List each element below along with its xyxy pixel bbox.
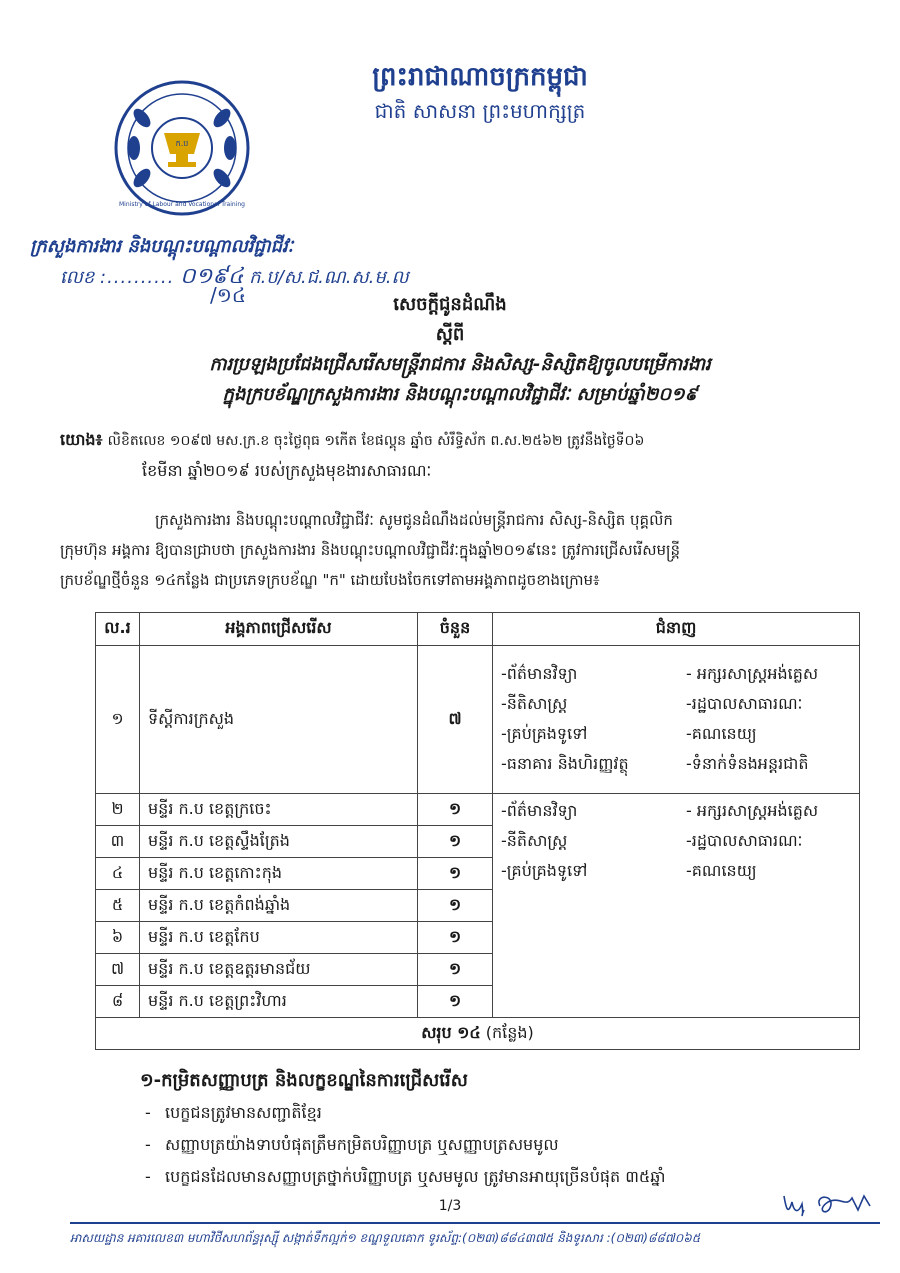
- row-no: ៤: [96, 858, 140, 890]
- row-count: ១: [418, 858, 493, 890]
- reference-line-1: លិខិតលេខ ១០៩៧ មស.ក្រ.ខ ចុះថ្ងៃពុធ ១កើត ខែផល្គុន ឆ្នាំច សំរឹទ្ធិស័ក ព.ស.២៥៦២ ត្រូវនឹងថ្ងៃទី០៦: [107, 433, 645, 449]
- row-count: ១: [418, 954, 493, 986]
- skill-item: -ទំនាក់ទំនងអន្តរជាតិ: [686, 753, 809, 773]
- skill-item: -ធនាគារ និងហិរញ្ញវត្ថុ: [501, 753, 629, 773]
- row-no: ៥: [96, 890, 140, 922]
- footer-divider: [70, 1222, 880, 1224]
- national-motto: ជាតិ សាសនា ព្រះមហាក្សត្រ: [374, 99, 586, 123]
- section-1-title: ១-កម្រិតសញ្ញាបត្រ និងលក្ខខណ្ឌនៃការជ្រើសរើស: [140, 1070, 468, 1091]
- reference-label: យោង៖: [60, 430, 103, 449]
- row-unit: មន្ទីរ ក.ប ខេត្តក្រចេះ: [140, 794, 418, 826]
- intro-paragraph: [60, 505, 860, 595]
- table-total-row: [96, 1018, 860, 1050]
- skill-item: -គ្រប់គ្រងទូទៅ: [501, 861, 588, 880]
- ref-number: ០១៩៤: [180, 264, 244, 289]
- skill-item: -នីតិសាស្ត្រ: [501, 831, 568, 850]
- row-unit: មន្ទីរ ក.ប ខេត្តស្ទឹងត្រែង: [140, 826, 418, 858]
- row-count: ៧: [418, 646, 493, 794]
- subject-line-2: ក្នុងក្របខ័ណ្ឌក្រសួងការងារ និងបណ្តុះបណ្តាលវិជ្ជាជីវៈ សម្រាប់ឆ្នាំ២០១៩: [222, 384, 698, 405]
- paragraph-line-1: ក្រសួងការងារ និងបណ្តុះបណ្តាលវិជ្ជាជីវៈ សូមជូនដំណឹងដល់មន្ត្រីរាជការ សិស្ស-និស្សិត បុគ្គលិក: [155, 511, 673, 529]
- row-unit: មន្ទីរ ក.ប ខេត្តព្រះវិហារ: [140, 986, 418, 1018]
- ref-label: លេខ: [60, 267, 95, 288]
- table-row: [96, 794, 860, 826]
- skill-item: -ព័ត៌មានវិទ្យា: [501, 663, 578, 683]
- shared-skills-cell: [493, 794, 860, 1018]
- notice-title: សេចក្តីជូនដំណឹង: [393, 294, 507, 315]
- subject-line-1: ការប្រឡងប្រជែងជ្រើសរើសមន្ត្រីរាជការ និងសិស្ស-និស្សិតឱ្យចូលបម្រើការងារ: [209, 354, 711, 375]
- skill-item: -គណនេយ្យ: [686, 861, 757, 880]
- list-item: - បេក្ខជនដែលមានសញ្ញាបត្រថ្នាក់បរិញ្ញាបត្រ ឬសមមូល ត្រូវមានអាយុច្រើនបំផុត ៣៥ឆ្នាំ: [145, 1167, 666, 1186]
- skill-item: -រដ្ឋបាលសាធារណៈ: [686, 831, 803, 850]
- skill-item: - អក្សរសាស្ត្រអង់គ្លេស: [686, 663, 819, 683]
- ref-dots: :..........: [100, 267, 175, 288]
- table-row: [96, 646, 860, 794]
- ministry-name: ក្រសួងការងារ និងបណ្តុះបណ្តាលវិជ្ជាជីវៈ: [30, 236, 294, 257]
- row-count: ១: [418, 794, 493, 826]
- total-label: សរុប ១៤: [421, 1022, 481, 1042]
- row-no: ៧: [96, 954, 140, 986]
- paragraph-line-3: ក្របខ័ណ្ឌថ្មីចំនួន ១៤កន្លែង ជាប្រភេទក្របខ័ណ្ឌ "ក" ដោយបែងចែកទៅតាមអង្គភាពដូចខាងក្រោម៖: [60, 571, 600, 589]
- row-skills: [493, 646, 860, 794]
- kingdom-heading: ព្រះរាជាណាចក្រកម្ពុជា: [372, 62, 588, 92]
- initials-signature: [780, 1188, 875, 1220]
- row-count: ១: [418, 890, 493, 922]
- row-no: ៨: [96, 986, 140, 1018]
- bullet-text: បេក្ខជនដែលមានសញ្ញាបត្រថ្នាក់បរិញ្ញាបត្រ ឬសមមូល ត្រូវមានអាយុច្រើនបំផុត ៣៥ឆ្នាំ: [165, 1167, 666, 1186]
- recruitment-table: [95, 612, 860, 1050]
- list-item: - សញ្ញាបត្រយ៉ាងទាបបំផុតត្រឹមកម្រិតបរិញ្ញាបត្រ ឬសញ្ញាបត្រសមមូល: [145, 1135, 559, 1154]
- row-unit: ទីស្តីការក្រសួង: [140, 646, 418, 794]
- row-count: ១: [418, 986, 493, 1018]
- ref-handwritten: /១៤: [210, 283, 247, 307]
- skill-item: - អក្សរសាស្ត្រអង់គ្លេស: [686, 801, 819, 820]
- page-number: 1/3: [438, 1198, 462, 1214]
- row-unit: មន្ទីរ ក.ប ខេត្តកំពង់ឆ្នាំង: [140, 890, 418, 922]
- col-header-unit: អង្គភាពជ្រើសរើស: [140, 613, 418, 646]
- seal-caption: Ministry of Labour and Vocational Training: [119, 201, 245, 208]
- reference-line-2: ខែមីនា ឆ្នាំ២០១៩ របស់ក្រសួងមុខងារសាធារណៈ: [142, 461, 432, 480]
- row-count: ១: [418, 826, 493, 858]
- row-no: ១: [96, 646, 140, 794]
- skill-item: -គ្រប់គ្រងទូទៅ: [501, 723, 588, 743]
- row-no: ៣: [96, 826, 140, 858]
- col-header-count: ចំនួន: [418, 613, 493, 646]
- col-header-skills: ជំនាញ: [493, 613, 860, 646]
- ministry-seal-logo: [112, 78, 252, 218]
- col-header-no: ល.រ: [96, 613, 140, 646]
- reference-block: [60, 425, 860, 486]
- table-header-row: [96, 613, 860, 646]
- total-unit: (កន្លែង): [485, 1022, 534, 1042]
- svg-text:ក.ប: ក.ប: [175, 139, 189, 148]
- skill-item: -រដ្ឋបាលសាធារណៈ: [686, 693, 803, 713]
- row-unit: មន្ទីរ ក.ប ខេត្តកោះកុង: [140, 858, 418, 890]
- row-count: ១: [418, 922, 493, 954]
- skill-item: -នីតិសាស្ត្រ: [501, 693, 568, 713]
- row-no: ៦: [96, 922, 140, 954]
- row-unit: មន្ទីរ ក.ប ខេត្តកែប: [140, 922, 418, 954]
- paragraph-line-2: ក្រុមហ៊ុន អង្គការ ឱ្យបានជ្រាបថា ក្រសួងការងារ និងបណ្តុះបណ្តាលវិជ្ជាជីវៈក្នុងឆ្នាំ២០១៩នេះ ត្រូវការជ្រើសរើសមន្ត្រី: [60, 541, 680, 559]
- row-no: ២: [96, 794, 140, 826]
- skill-item: -ព័ត៌មានវិទ្យា: [501, 801, 578, 820]
- footer-address: អាសយដ្ឋាន អគារលេខ៣ មហាវិថីសហព័ន្ធរុស្ស៊ី សង្កាត់ទឹកល្អក់១ ខណ្ឌទួលគោក ទូរស័ព្ទ:(០២៣)៨៨៤៣៧៥ និងទូរសារ :(០២៣)៨៨៧០៦៥: [70, 1231, 701, 1245]
- row-unit: មន្ទីរ ក.ប ខេត្តឧត្តរមានជ័យ: [140, 954, 418, 986]
- ref-suffix: ក.ប/ស.ជ.ណ.ស.ម.ល: [249, 267, 409, 288]
- list-item: - បេក្ខជនត្រូវមានសញ្ជាតិខ្មែរ: [145, 1103, 322, 1122]
- skill-item: -គណនេយ្យ: [686, 723, 757, 743]
- bullet-text: បេក្ខជនត្រូវមានសញ្ជាតិខ្មែរ: [165, 1103, 322, 1122]
- bullet-text: សញ្ញាបត្រយ៉ាងទាបបំផុតត្រឹមកម្រិតបរិញ្ញាបត្រ ឬសញ្ញាបត្រសមមូល: [165, 1135, 559, 1154]
- notice-about: ស្តីពី: [435, 324, 465, 345]
- total-cell: [96, 1018, 860, 1050]
